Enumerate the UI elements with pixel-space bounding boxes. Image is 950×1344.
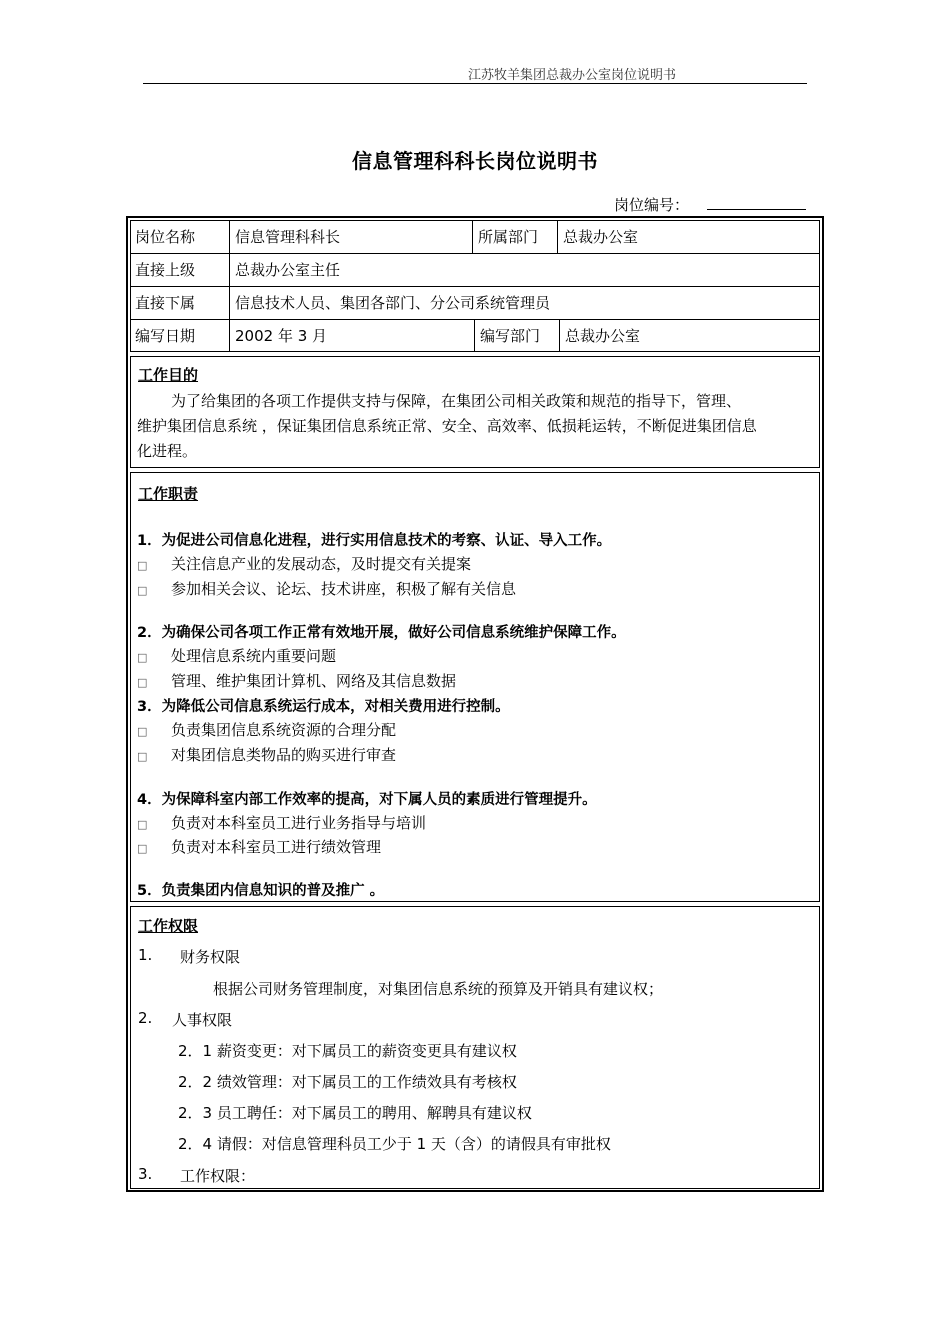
duty-heading: 1．为促进公司信息化进程，进行实用信息技术的考察、认证、导入工作。 xyxy=(137,533,612,549)
label-compile-department: 编写部门 xyxy=(480,327,541,345)
bullet-icon: □ xyxy=(137,842,148,855)
duty-bullet: 处理信息系统内重要问题 xyxy=(171,647,337,665)
purpose-title: 工作目的 xyxy=(138,366,199,384)
label-direct-superior: 直接上级 xyxy=(135,261,196,279)
label-direct-subordinates: 直接下属 xyxy=(135,294,196,312)
authority-work-number: 3. xyxy=(138,1165,153,1183)
list-item xyxy=(137,744,396,765)
value-direct-subordinates: 信息技术人员、集团各部门、分公司系统管理员 xyxy=(235,294,551,312)
bullet-icon: □ xyxy=(137,725,148,738)
position-number-label: 岗位编号： xyxy=(614,196,690,214)
table-col-divider xyxy=(229,220,230,352)
authority-hr-number: 2. xyxy=(138,1009,153,1027)
list-item xyxy=(137,553,471,574)
duty-heading: 3．为降低公司信息系统运行成本，对相关费用进行控制。 xyxy=(137,699,510,715)
bullet-icon: □ xyxy=(137,676,148,689)
list-item xyxy=(137,645,336,666)
authority-finance-label: 财务权限 xyxy=(180,948,241,966)
purpose-line: 维护集团信息系统 ，保证集团信息系统正常、安全、高效率、低损耗运转，不断促进集团信息 xyxy=(137,417,757,435)
duty-bullet: 对集团信息类物品的购买进行审查 xyxy=(171,746,397,764)
duty-heading: 5．负责集团内信息知识的普及推广 。 xyxy=(137,883,385,899)
value-department: 总裁办公室 xyxy=(563,228,639,246)
label-department: 所属部门 xyxy=(478,228,539,246)
duty-bullet: 参加相关会议、论坛、技术讲座，积极了解有关信息 xyxy=(171,580,517,598)
bullet-icon: □ xyxy=(137,750,148,763)
value-direct-superior: 总裁办公室主任 xyxy=(235,261,341,279)
purpose-line: 化进程。 xyxy=(137,442,198,460)
position-number-blank xyxy=(707,209,806,210)
duty-bullet: 负责集团信息系统资源的合理分配 xyxy=(171,721,397,739)
authority-hr-item: 2．1 薪资变更：对下属员工的薪资变更具有建议权 xyxy=(178,1042,517,1060)
authority-hr-item: 2．3 员工聘任：对下属员工的聘用、解聘具有建议权 xyxy=(178,1104,532,1122)
list-item xyxy=(137,836,381,857)
list-item xyxy=(137,578,516,599)
duty-bullet: 负责对本科室员工进行业务指导与培训 xyxy=(171,814,427,832)
duties-title: 工作职责 xyxy=(138,485,199,503)
table-col-divider xyxy=(472,220,473,253)
value-position-name: 信息管理科科长 xyxy=(235,228,341,246)
list-item xyxy=(137,812,426,833)
document-title: 信息管理科科长岗位说明书 xyxy=(352,149,598,173)
value-compile-department: 总裁办公室 xyxy=(565,327,641,345)
authority-hr-label: 人事权限 xyxy=(172,1011,233,1029)
bullet-icon: □ xyxy=(137,559,148,572)
authority-hr-item: 2．2 绩效管理：对下属员工的工作绩效具有考核权 xyxy=(178,1073,517,1091)
authority-title: 工作权限 xyxy=(138,917,199,935)
table-col-divider xyxy=(559,319,560,352)
bullet-icon: □ xyxy=(137,651,148,664)
label-compile-date: 编写日期 xyxy=(135,327,196,345)
value-compile-date: 2002 年 3 月 xyxy=(235,327,328,345)
authority-work-label: 工作权限： xyxy=(180,1167,256,1185)
duty-bullet: 负责对本科室员工进行绩效管理 xyxy=(171,838,382,856)
authority-finance-text: 根据公司财务管理制度，对集团信息系统的预算及开销具有建议权； xyxy=(213,980,664,998)
bullet-icon: □ xyxy=(137,818,148,831)
duty-bullet: 关注信息产业的发展动态，及时提交有关提案 xyxy=(171,555,472,573)
table-col-divider xyxy=(474,319,475,352)
label-position-name: 岗位名称 xyxy=(135,228,196,246)
duty-heading: 4．为保障科室内部工作效率的提高，对下属人员的素质进行管理提升。 xyxy=(137,792,597,808)
header-rule xyxy=(143,83,807,84)
page-header-title: 江苏牧羊集团总裁办公室岗位说明书 xyxy=(468,68,677,83)
table-row-divider xyxy=(130,253,820,254)
duty-bullet: 管理、维护集团计算机、网络及其信息数据 xyxy=(171,672,457,690)
bullet-icon: □ xyxy=(137,584,148,597)
duty-heading: 2．为确保公司各项工作正常有效地开展，做好公司信息系统维护保障工作。 xyxy=(137,625,626,641)
table-row-divider xyxy=(130,286,820,287)
list-item xyxy=(137,719,396,740)
purpose-paragraph xyxy=(137,389,817,464)
purpose-line: 为了给集团的各项工作提供支持与保障，在集团公司相关政策和规范的指导下，管理、 xyxy=(171,392,742,410)
authority-hr-item: 2．4 请假：对信息管理科员工少于 1 天（含）的请假具有审批权 xyxy=(178,1135,611,1153)
table-col-divider xyxy=(557,220,558,253)
table-row-divider xyxy=(130,319,820,320)
list-item xyxy=(137,670,456,691)
authority-finance-number: 1. xyxy=(138,946,153,964)
